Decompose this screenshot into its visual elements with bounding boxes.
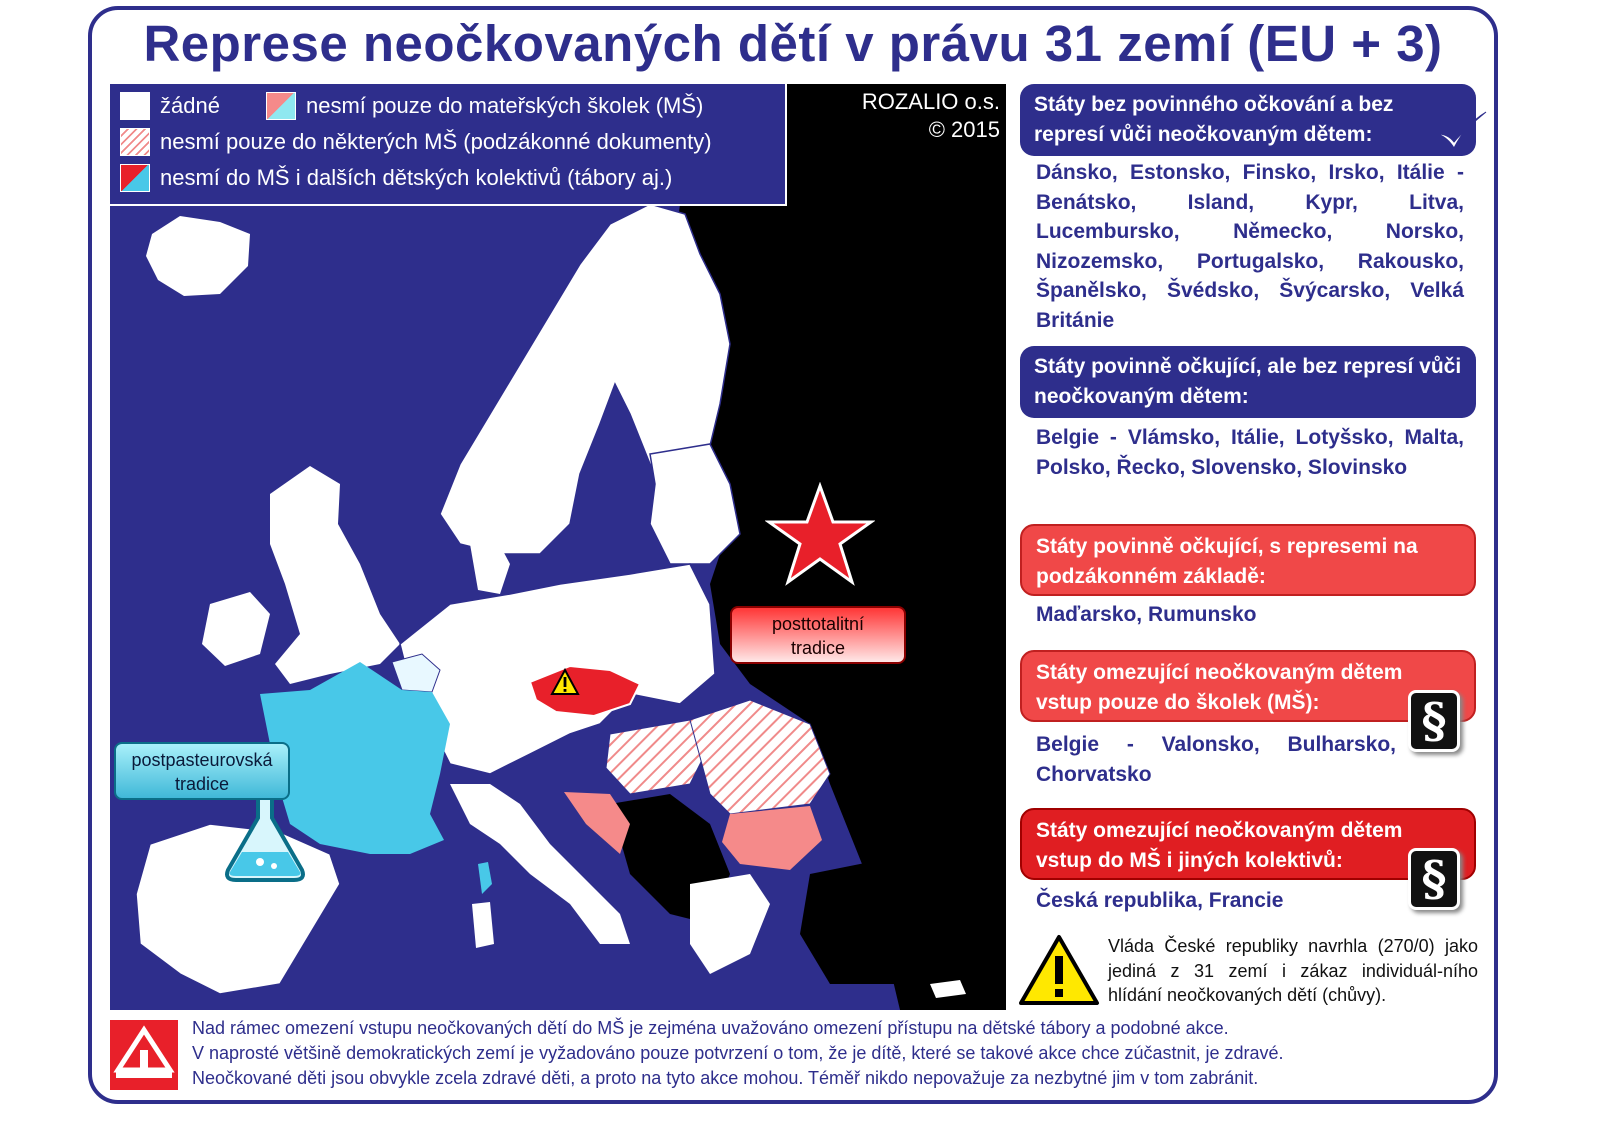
footer-line: Neočkované děti jsou obvykle zcela zdravé děti, a proto na tyto akce mohou. Téměř nikdo nepovažuje za nezbytné jim v tom zabránit. [192, 1068, 1259, 1088]
badge-line2: tradice [174, 774, 230, 794]
footer-note [192, 1016, 1482, 1091]
region-britain [270, 466, 400, 684]
postpasteur-badge [114, 742, 290, 800]
red-star-icon [765, 482, 875, 586]
legend-label: nesmí pouze do mateřských školek (MŠ) [306, 93, 704, 118]
badge-line1: posttotalitní [771, 614, 865, 634]
group-heading-mandatory-no-repression [1020, 346, 1476, 418]
warning-icon-cz [550, 668, 580, 696]
tent-icon [110, 1020, 178, 1090]
region-ireland [202, 592, 270, 666]
legend-swatch-red-cyan [120, 164, 150, 192]
posttotal-badge [730, 606, 906, 664]
legend-label: nesmí pouze do některých MŠ (podzákonné dokumenty) [160, 129, 712, 154]
camp-tent-icon [110, 1020, 178, 1090]
group-heading-text: Státy omezující neočkovaným dětem vstup pouze do školek (MŠ): [1036, 661, 1403, 714]
group-countries-mandatory-no-repression: Belgie - Vlámsko, Itálie, Lotyšsko, Malta, Polsko, Řecko, Slovensko, Slovinsko [1036, 426, 1464, 479]
legend-swatch-white [120, 92, 150, 120]
paragraph-icon-2: § [1408, 848, 1460, 910]
legend-label: žádné [160, 93, 220, 118]
badge-line1: postpasteurovská [131, 750, 273, 770]
group-countries-ms-and-more: Česká republika, Francie [1036, 889, 1284, 912]
group-countries-sublegal: Maďarsko, Rumunsko [1036, 603, 1257, 626]
warning-note: Vláda České republiky navrhla (270/0) jako jediná z 31 zemí i zákaz individuál-ního hlídání neočkovaných dětí (chůvy). [1108, 936, 1478, 1005]
region-iceland [146, 216, 250, 296]
legend-item-ms-and-more [120, 164, 672, 192]
region-sardinia [472, 902, 494, 948]
legend-label: nesmí do MŠ i dalších dětských kolektivů (tábory aj.) [160, 165, 673, 190]
copyright-org: ROZALIO o.s. [861, 89, 1000, 114]
copyright-year: © 2015 [928, 117, 1000, 142]
legend [110, 84, 787, 206]
region-corsica [478, 862, 492, 894]
copyright [830, 88, 1000, 144]
legend-swatch-pink-cyan [266, 92, 296, 120]
region-croatia [564, 792, 630, 854]
legend-item-none [120, 92, 220, 120]
group-countries-no-mandatory: Dánsko, Estonsko, Finsko, Irsko, Itálie - Benátsko, Island, Kypr, Litva, Lucembursko, Německo, Norsko, Nizozemsko, Portugalsko, Rakousko, Španělsko, Švédsko, Švýcarsko, Velká Británie [1036, 161, 1464, 332]
group-heading-text: Státy bez povinného očkování a bez represí vůči neočkovaným dětem: [1034, 93, 1394, 146]
paragraph-icon-1: § [1408, 690, 1460, 752]
legend-item-some-ms [120, 128, 712, 156]
group-heading-text: Státy omezující neočkovaným dětem vstup do MŠ i jiných kolektivů: [1036, 819, 1403, 872]
legend-item-ms-only [266, 92, 703, 120]
page-title: Represe neočkovaných dětí v právu 31 zemí (EU + 3) [143, 15, 1443, 72]
footer-line: V naprosté většině demokratických zemí je vyžadováno pouze potvrzení o tom, že je dítě, které se takové akce chce zúčastnit, je zdravé. [192, 1043, 1284, 1063]
group-heading-text: Státy povinně očkující, s represemi na podzákonném základě: [1036, 535, 1418, 588]
group-countries-ms-only: Belgie - Valonsko, Bulharsko, Chorvatsko [1036, 733, 1396, 786]
region-greece [690, 874, 770, 974]
region-bulgaria [722, 806, 822, 870]
region-turkey [800, 844, 1006, 984]
legend-swatch-hatched [120, 128, 150, 156]
warning-icon [1018, 934, 1100, 1006]
footer-line: Nad rámec omezení vstupu neočkovaných dětí do MŠ je zejména uvažováno omezení přístupu na dětské tábory a podobné akce. [192, 1018, 1229, 1038]
europe-map [110, 84, 1006, 1010]
group-heading-no-mandatory [1020, 84, 1476, 156]
group-heading-sublegal [1020, 524, 1476, 596]
badge-line2: tradice [790, 638, 846, 658]
checkmark-icon [1434, 108, 1488, 154]
group-heading-text: Státy povinně očkující, ale bez represí vůči neočkovaným dětem: [1034, 355, 1462, 408]
